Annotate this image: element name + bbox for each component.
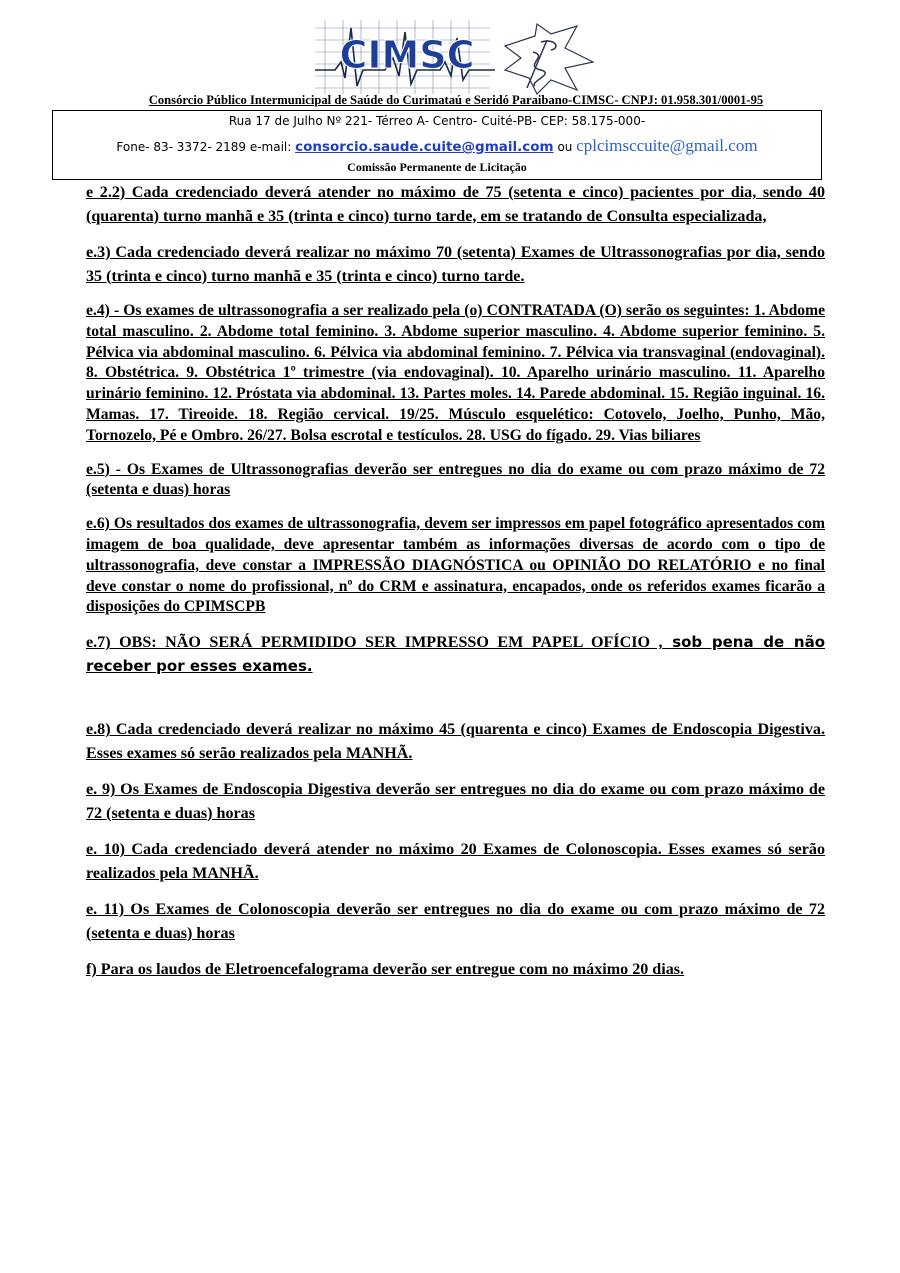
phone-text: Fone- 83- 3372- 2189 e-mail: — [116, 140, 296, 154]
paragraph-e3: e.3) Cada credenciado deverá realizar no máximo 70 (setenta) Exames de Ultrassonografias por dia, sendo 35 (trinta e cinco) turno manhã e 35 (trinta e cinco) turno tarde. — [86, 244, 825, 285]
header-box — [52, 110, 822, 180]
paragraph-e7-penalty: sob pena de não receber por esses exames. — [86, 633, 825, 675]
paragraph-e2-2: e 2.2) Cada credenciado deverá atender no máximo de 75 (setenta e cinco) pacientes por dia, sendo 40 (quarenta) turno manhã e 35 (trinta e cinco) turno tarde, em se tratando de Consulta especializada, — [86, 184, 825, 225]
contact-line — [53, 136, 821, 156]
commission-title: Comissão Permanente de Licitação — [347, 160, 527, 174]
email-separator: ou — [553, 140, 577, 154]
cimsc-logo — [315, 18, 597, 96]
paragraph-e5: e.5) - Os Exames de Ultrassonografias deverão ser entregues no dia do exame ou com prazo máximo de 72 (setenta e duas) horas — [86, 460, 825, 499]
paragraph-e4: e.4) - Os exames de ultrassonografia a ser realizado pela (o) CONTRATADA (O) serão os seguintes: 1. Abdome total masculino. 2. Abdome total feminino. 3. Abdome superior masculino. 4. Abdome superior feminino. 5. Pélvica via abdominal masculino. 6. Pélvica via abdominal feminino. 7. Pélvica via transvaginal (endovaginal). 8. Obstétrica. 9. Obstétrica 1º trimestre (via endovaginal). 10. Aparelho urinário masculino. 11. Aparelho urinário feminino. 12. Próstata via abdominal. 13. Partes moles. 14. Parede abdominal. 15. Região inguinal. 16. Mamas. 17. Tireoide. 18. Região cervical. 19/25. Músculo esquelético: Cotovelo, Joelho, Punho, Mão, Tornozelo, Pé e Ombro. 26/27. Bolsa escrotal e testículos. 28. USG do fígado. 29. Vias biliares — [86, 302, 825, 444]
paragraph-e6: e.6) Os resultados dos exames de ultrassonografia, devem ser impressos em papel fotográfico apresentados com imagem de boa qualidade, deve apresentar também as informações diversas de acordo com o tipo de ultrassonografia, deve constar a IMPRESSÃO DIAGNÓSTICA ou OPINIÃO DO RELATÓRIO e no final deve constar o nome do profissional, nº do CRM e assinatura, encapados, onde os referidos exames ficarão a disposições do CPIMSCPB — [86, 515, 825, 616]
paragraph-e7-text: e.7) OBS: NÃO SERÁ PERMIDIDO SER IMPRESSO EM PAPEL OFÍCIO , — [86, 634, 663, 652]
paragraph-e9: e. 9) Os Exames de Endoscopia Digestiva deverão ser entregues no dia do exame ou com prazo máximo de 72 (setenta e duas) horas — [86, 781, 825, 822]
email-link-primary[interactable]: consorcio.saude.cuite@gmail.com — [295, 139, 554, 155]
address-line: Rua 17 de Julho Nº 221- Térreo A- Centro- Cuité-PB- CEP: 58.175-000- — [228, 114, 646, 128]
email-link-secondary[interactable]: cplcimsccuite@gmail.com — [576, 136, 758, 155]
star-of-life-icon — [505, 24, 593, 94]
paragraph-e10: e. 10) Cada credenciado deverá atender no máximo 20 Exames de Colonoscopia. Esses exames só serão realizados pela MANHÃ. — [86, 841, 825, 882]
paragraph-e7 — [86, 631, 825, 678]
cimsc-logo-graphic — [315, 18, 597, 96]
consortium-name: Consórcio Público Intermunicipal de Saúde do Curimataú e Seridó Paraibano-CIMSC- CNPJ: 01.958.301/0001-95 — [148, 93, 764, 107]
logo-text: CIMSC — [339, 33, 475, 77]
paragraph-e8: e.8) Cada credenciado deverá realizar no máximo 45 (quarenta e cinco) Exames de Endoscopia Digestiva. Esses exames só serão realizados pela MANHÃ. — [86, 721, 825, 762]
paragraph-f: f) Para os laudos de Eletroencefalograma deverão ser entregue com no máximo 20 dias. — [86, 961, 685, 979]
paragraph-e11: e. 11) Os Exames de Colonoscopia deverão ser entregues no dia do exame ou com prazo máximo de 72 (setenta e duas) horas — [86, 901, 825, 942]
document-body — [86, 181, 825, 995]
